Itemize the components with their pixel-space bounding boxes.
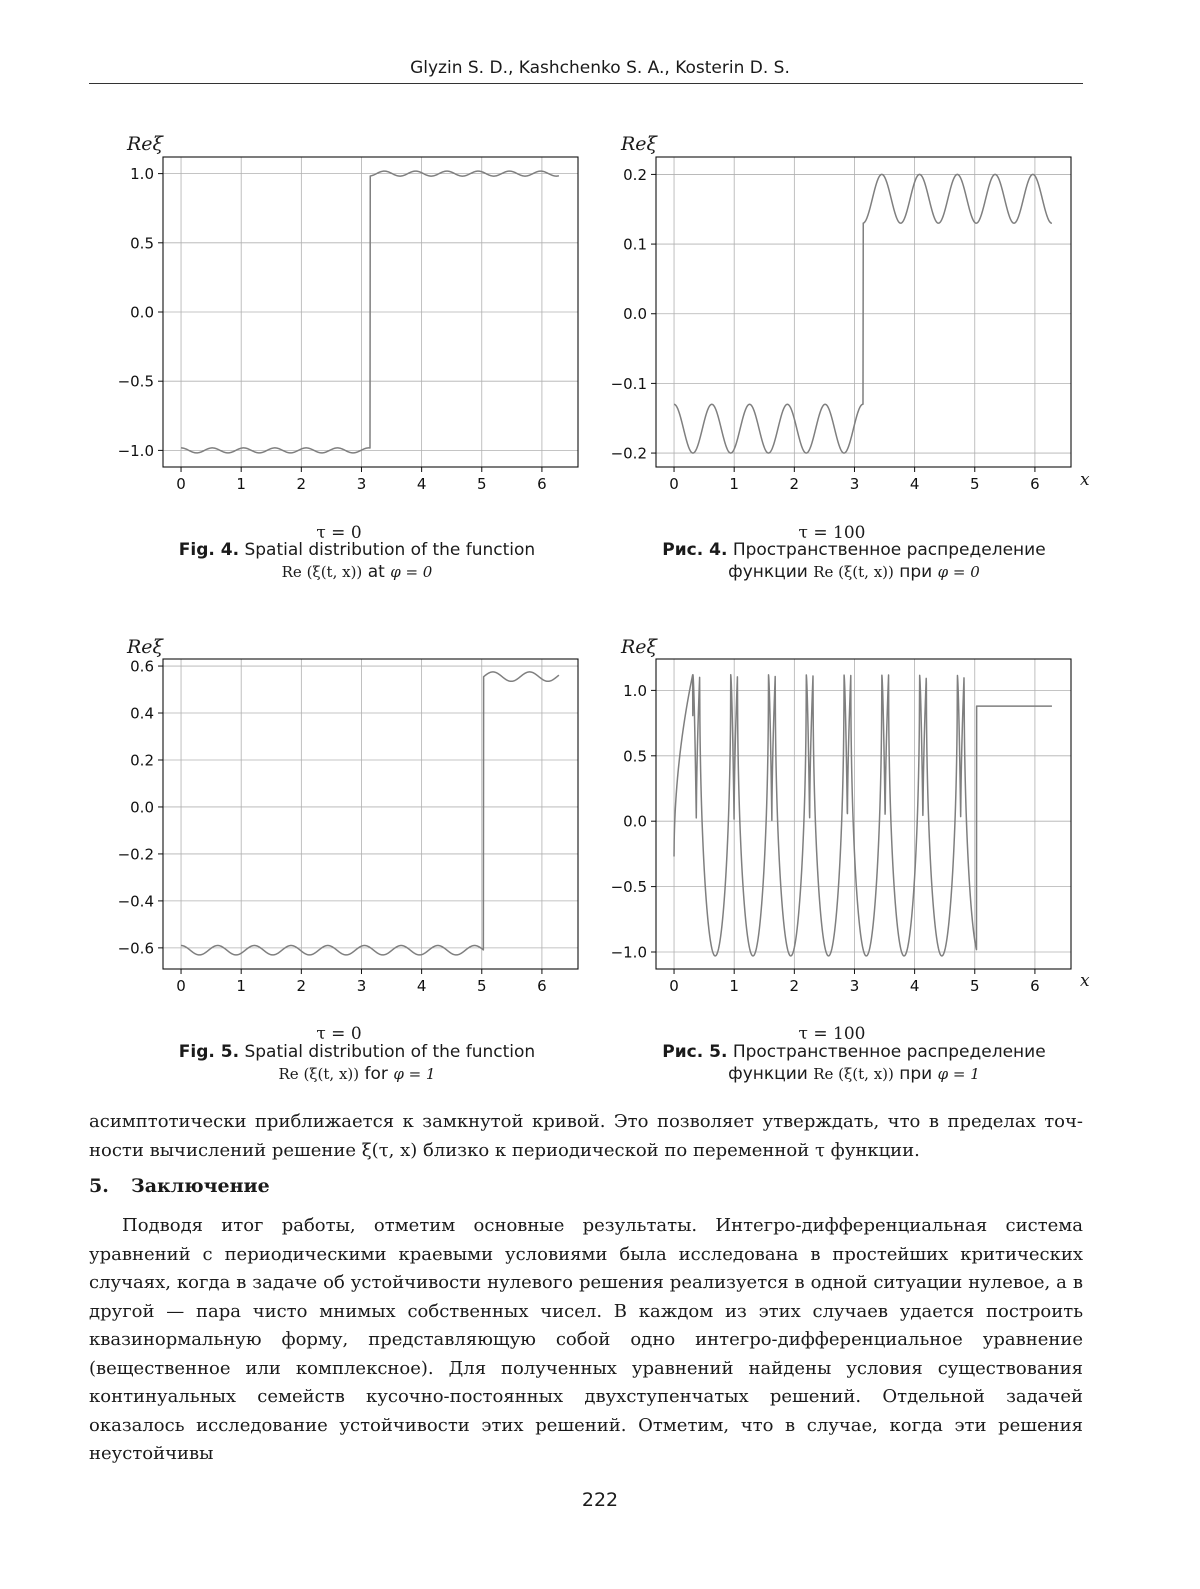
continuation-line-2: ности вычислений решение ξ(τ, x) близко к периодической по переменной τ функции. <box>89 1139 920 1161</box>
fig4-right-xtick-label: 1 <box>729 475 739 493</box>
fig5-right-xtick-label: 4 <box>909 977 920 995</box>
fig4-caption-ru-word: при <box>899 562 933 582</box>
fig5-right-xlabel: x <box>1080 971 1090 991</box>
fig5-left-xtick-label: 4 <box>416 977 427 995</box>
conclusion-paragraph: Подводя итог работы, отметим основные результаты. Интегро-дифференциальная система уравнений с периодическими краевыми условиями была исследована в простейших критических случаях, когда в задаче об устойчивости нулевого решения реализуется в одной ситуации нулевое, а в другой — пара чисто мнимых собственных чисел. В каждом из этих случаев удается построить квазинормальную форму, представляющую собой одно интегро-дифференциальное уравнение (вещественное или комплексное). Для полученных уравнений найдены условия существования континуальных семейств кусочно-постоянных двухступенчатых решений. Отдельной задачей оказалось исследование устойчивости этих решений. Отметим, что в случае, когда эти решения неустойчивы <box>89 1215 1083 1464</box>
fig5-left-ytick-label: 0.4 <box>130 704 154 723</box>
fig4-left-ytick-label: 0.0 <box>130 303 154 322</box>
fig4-caption-ru-pre: функции <box>728 562 808 582</box>
fig4-right-xtick-label: 3 <box>849 475 860 493</box>
fig5-right-ytick-label: −1.0 <box>610 943 647 962</box>
fig5-left-xtick-label: 2 <box>296 977 307 995</box>
fig5-left-xtick-label: 5 <box>476 977 487 995</box>
fig5-right-xtick-label: 0 <box>669 977 679 995</box>
fig4-left-xtick-label: 4 <box>416 475 427 493</box>
fig5-left-ytick-label: −0.6 <box>117 939 154 958</box>
fig4-left-xtick-label: 1 <box>236 475 246 493</box>
fig4-right-ytick-label: 0.1 <box>623 235 647 254</box>
fig5-left-ytick-label: 0.2 <box>130 751 154 770</box>
page-number: 222 <box>581 1489 619 1511</box>
fig5-left-xtick-label: 1 <box>236 977 246 995</box>
fig4-caption-en <box>107 539 607 583</box>
fig4-caption-ru-cond: φ = 0 <box>937 563 980 581</box>
fig5-right-xtick-label: 1 <box>729 977 739 995</box>
fig5-left-ylabel: Reξ <box>127 636 164 658</box>
fig5-caption-ru-math: Re (ξ(t, x)) <box>813 1065 894 1083</box>
fig5-right-xtick-label: 2 <box>789 977 800 995</box>
fig5-right-ytick-label: 1.0 <box>623 681 647 700</box>
fig4-right-xtick-label: 5 <box>969 475 980 493</box>
fig5-caption-ru-pre: функции <box>728 1064 808 1084</box>
continuation-line-1: асимптотически приближается к замкнутой кривой. Это позволяет утверждать, что в пределах точ- <box>89 1111 1083 1132</box>
fig5-left-plot-frame <box>163 659 578 969</box>
section-heading <box>89 1175 270 1197</box>
fig4-right-subtitle: τ = 100 <box>798 523 866 543</box>
fig4-left-xtick-label: 2 <box>296 475 307 493</box>
running-head: Glyzin S. D., Kashchenko S. A., Kosterin D. S. <box>410 58 790 78</box>
fig4-right-chart <box>610 157 1071 493</box>
section-title: Заключение <box>131 1175 270 1197</box>
fig5-left-ytick-label: −0.4 <box>117 892 154 911</box>
fig5-left-subtitle: τ = 0 <box>316 1024 362 1044</box>
fig4-caption-en-math: Re (ξ(t, x)) <box>281 563 363 581</box>
fig4-right-xlabel: x <box>1080 470 1090 490</box>
fig5-caption-en-text: Spatial distribution of the function <box>244 1042 536 1062</box>
fig4-caption-ru <box>604 539 1104 583</box>
fig4-left-ytick-label: 1.0 <box>130 165 154 184</box>
section-number: 5. <box>89 1175 109 1197</box>
fig5-right-ylabel: Reξ <box>621 636 658 658</box>
fig4-left-ytick-label: −1.0 <box>117 441 154 460</box>
fig5-caption-ru-word: при <box>899 1064 933 1084</box>
fig5-left-chart <box>117 657 578 995</box>
header-rule <box>89 83 1083 84</box>
fig4-left-xtick-label: 0 <box>176 475 186 493</box>
fig4-left-ytick-label: −0.5 <box>117 372 154 391</box>
fig4-right-ylabel: Reξ <box>621 133 658 155</box>
fig5-right-subtitle: τ = 100 <box>798 1024 866 1044</box>
fig5-caption-ru-label: Рис. 5. <box>662 1042 728 1062</box>
fig4-left-xtick-label: 6 <box>537 475 547 493</box>
fig5-caption-en-math: Re (ξ(t, x)) <box>278 1065 360 1083</box>
fig4-right-xtick-label: 4 <box>909 475 920 493</box>
fig5-right-ytick-label: −0.5 <box>610 878 647 897</box>
fig4-caption-en-label: Fig. 4. <box>178 540 240 560</box>
fig5-caption-ru-text: Пространственное распределение <box>732 1042 1046 1062</box>
fig4-left-xtick-label: 5 <box>476 475 487 493</box>
fig5-right-xtick-label: 5 <box>969 977 980 995</box>
fig5-left-xtick-label: 0 <box>176 977 186 995</box>
fig5-right-chart <box>610 659 1071 995</box>
fig4-left-ylabel: Reξ <box>127 133 164 155</box>
fig5-caption-ru <box>604 1041 1104 1085</box>
fig5-left-ytick-label: 0.6 <box>130 657 154 676</box>
fig4-right-ytick-label: −0.2 <box>610 444 647 463</box>
fig4-caption-en-cond: φ = 0 <box>390 563 433 581</box>
fig5-left-ytick-label: −0.2 <box>117 845 154 864</box>
fig5-caption-ru-cond: φ = 1 <box>937 1065 980 1083</box>
fig5-right-ytick-label: 0.5 <box>623 747 647 766</box>
fig5-left-xtick-label: 6 <box>537 977 547 995</box>
fig5-caption-en-word: for <box>364 1064 388 1084</box>
fig5-right-series-line <box>674 675 1052 956</box>
fig5-right-ytick-label: 0.0 <box>623 812 647 831</box>
fig5-caption-en-label: Fig. 5. <box>178 1042 240 1062</box>
fig4-right-xtick-label: 2 <box>789 475 800 493</box>
fig4-caption-ru-label: Рис. 4. <box>662 540 728 560</box>
fig4-caption-ru-math: Re (ξ(t, x)) <box>813 563 894 581</box>
fig4-right-ytick-label: −0.1 <box>610 374 647 393</box>
fig4-right-xtick-label: 0 <box>669 475 679 493</box>
fig4-right-ytick-label: 0.0 <box>623 305 647 324</box>
fig5-left-ytick-label: 0.0 <box>130 798 154 817</box>
fig4-left-xtick-label: 3 <box>356 475 367 493</box>
fig4-caption-en-word: at <box>367 562 385 582</box>
continuation-paragraph <box>89 1108 1083 1165</box>
fig4-caption-ru-text: Пространственное распределение <box>732 540 1046 560</box>
fig5-left-series-line <box>181 672 559 955</box>
fig4-right-xtick-label: 6 <box>1030 475 1040 493</box>
fig4-left-subtitle: τ = 0 <box>316 523 362 543</box>
fig5-right-xtick-label: 6 <box>1030 977 1040 995</box>
fig4-left-chart <box>117 157 578 493</box>
fig4-caption-en-text: Spatial distribution of the function <box>244 540 536 560</box>
fig4-right-ytick-label: 0.2 <box>623 165 647 184</box>
fig5-left-xtick-label: 3 <box>356 977 367 995</box>
fig4-left-ytick-label: 0.5 <box>130 234 154 253</box>
fig5-caption-en <box>107 1041 607 1085</box>
fig5-caption-en-cond: φ = 1 <box>393 1065 436 1083</box>
fig5-right-xtick-label: 3 <box>849 977 860 995</box>
